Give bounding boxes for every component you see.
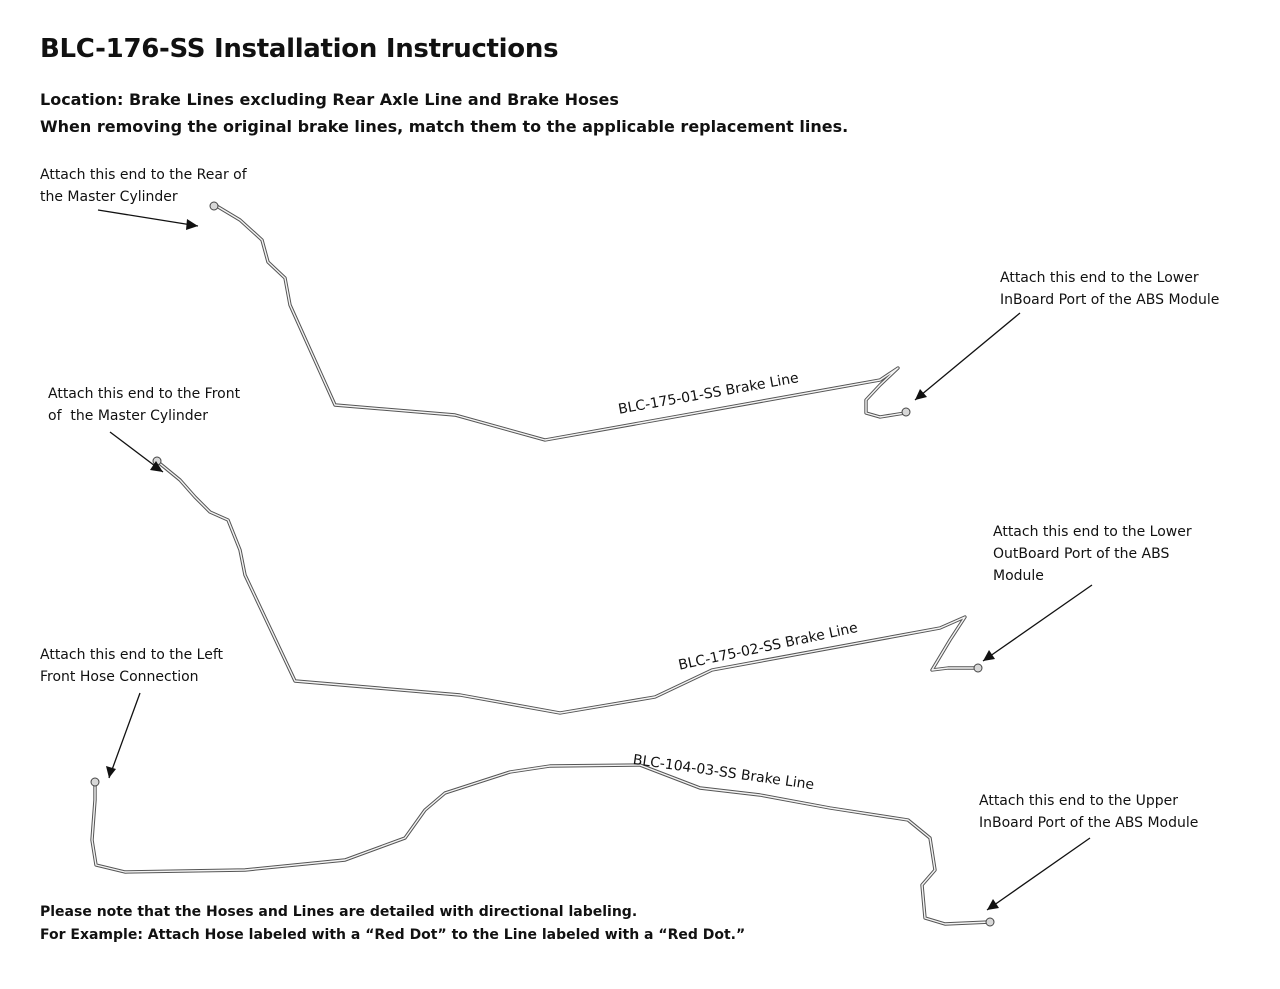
note-lower-inboard-line1: Attach this end to the Lower [1000, 270, 1199, 286]
note-rear-master-line2: the Master Cylinder [40, 189, 178, 205]
arrow-lower-inboard [915, 313, 1020, 400]
arrow-lower-outboard [983, 585, 1092, 661]
footer-note: Please note that the Hoses and Lines are detailed with directional labeling. [40, 904, 638, 920]
arrow-rear-master [98, 210, 198, 230]
note-front-master-line1: Attach this end to the Front [48, 386, 241, 402]
note-lower-outboard [993, 521, 1192, 587]
note-front-master [48, 383, 240, 427]
note-left-front-hose-line2: Front Hose Connection [40, 669, 199, 685]
page-title: BLC-176-SS Installation Instructions [40, 34, 559, 64]
location-subtitle: Location: Brake Lines excluding Rear Axle Line and Brake Hoses [40, 90, 619, 109]
note-left-front-hose [40, 644, 223, 688]
fitting-upper-inboard [986, 918, 994, 926]
fitting-left-front-hose [91, 778, 99, 786]
note-lower-outboard-line2: OutBoard Port of the ABS [993, 546, 1170, 562]
fitting-lower-outboard [974, 664, 982, 672]
note-front-master-line2: of the Master Cylinder [48, 408, 209, 424]
brake-line-104-03 [91, 765, 994, 926]
arrow-left-front-hose [106, 693, 140, 778]
note-upper-inboard-line2: InBoard Port of the ABS Module [979, 815, 1199, 831]
note-rear-master-line1: Attach this end to the Rear of [40, 167, 247, 183]
label-line-175-02: BLC-175-02-SS Brake Line [677, 619, 860, 674]
label-line-175-01: BLC-175-01-SS Brake Line [617, 370, 800, 418]
fitting-lower-inboard [902, 408, 910, 416]
brake-line-175-01 [210, 202, 910, 440]
note-lower-outboard-line3: Module [993, 568, 1044, 584]
instruction-subtitle: When removing the original brake lines, match them to the applicable replacement lines. [40, 117, 849, 136]
note-rear-master [40, 164, 247, 208]
brake-line-175-02 [153, 457, 982, 713]
note-left-front-hose-line1: Attach this end to the Left [40, 647, 223, 663]
note-upper-inboard [979, 790, 1198, 834]
note-upper-inboard-line1: Attach this end to the Upper [979, 793, 1179, 809]
arrow-front-master [110, 432, 163, 472]
note-lower-inboard-line2: InBoard Port of the ABS Module [1000, 292, 1220, 308]
footer-example: For Example: Attach Hose labeled with a “Red Dot” to the Line labeled with a “Red Dot.” [40, 927, 746, 943]
note-lower-inboard [1000, 267, 1219, 311]
note-lower-outboard-line1: Attach this end to the Lower [993, 524, 1192, 540]
arrow-upper-inboard [987, 838, 1090, 910]
label-line-104-03: BLC-104-03-SS Brake Line [631, 752, 816, 794]
